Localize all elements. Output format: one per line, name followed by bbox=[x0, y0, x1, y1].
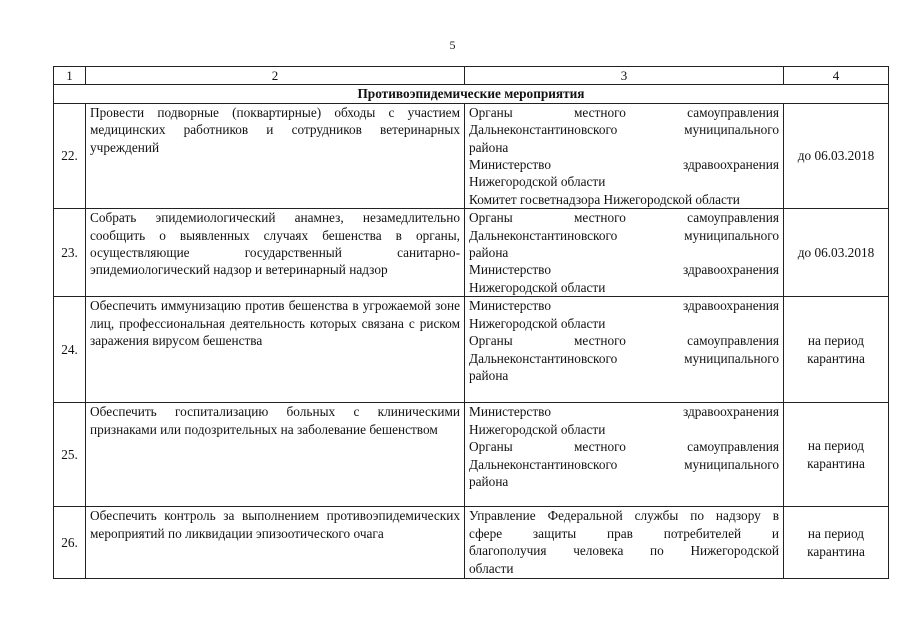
executor-line: сфере защиты прав потребителей и bbox=[469, 525, 779, 541]
action-cell: Собрать эпидемиологический анамнез, незамедлительно сообщить о выявленных случаях бешенства в органы, осуществляющие государственный санитарно-эпидемиологический надзор и ветеринарный надзор bbox=[86, 209, 465, 297]
page-number: 5 bbox=[449, 38, 456, 52]
table-row bbox=[54, 403, 889, 507]
row-number: 26. bbox=[54, 507, 86, 579]
row-number: 25. bbox=[54, 403, 86, 507]
executor-line: Министерство здравоохранения bbox=[469, 262, 779, 278]
executor-line: Управление Федеральной службы по надзору в bbox=[469, 508, 779, 524]
column-number-row bbox=[54, 67, 889, 85]
row-number: 24. bbox=[54, 297, 86, 403]
executor-line: Органы местного самоуправления bbox=[469, 333, 779, 349]
deadline-cell: до 06.03.2018 bbox=[784, 103, 889, 208]
column-number: 1 bbox=[54, 67, 86, 85]
deadline-cell: до 06.03.2018 bbox=[784, 209, 889, 297]
deadline-cell: на период карантина bbox=[784, 297, 889, 403]
executor-cell bbox=[465, 103, 784, 208]
column-number: 2 bbox=[86, 67, 465, 85]
executor-line: района bbox=[469, 139, 509, 155]
executor-line: Дальнеконстантиновского муниципального bbox=[469, 456, 779, 472]
action-cell: Провести подворные (поквартирные) обходы с участием медицинских работников и сотрудников ветеринарных учреждений bbox=[86, 103, 465, 208]
executor-line: Дальнеконстантиновского муниципального bbox=[469, 350, 779, 366]
executor-line: района bbox=[469, 367, 509, 383]
executor-line: Министерство здравоохранения bbox=[469, 298, 779, 314]
executor-line: Министерство здравоохранения bbox=[469, 404, 779, 420]
executor-line: Органы местного самоуправления bbox=[469, 210, 779, 226]
section-title: Противоэпидемические мероприятия bbox=[54, 85, 889, 103]
executor-line: Нижегородской области bbox=[469, 421, 606, 437]
executor-line: Нижегородской области bbox=[469, 315, 606, 331]
executor-cell bbox=[465, 209, 784, 297]
column-number: 3 bbox=[465, 67, 784, 85]
executor-line: Нижегородской области bbox=[469, 174, 606, 190]
table-row bbox=[54, 507, 889, 579]
section-row bbox=[54, 85, 889, 103]
executor-cell bbox=[465, 297, 784, 403]
executor-cell bbox=[465, 403, 784, 507]
executor-cell bbox=[465, 507, 784, 579]
row-number: 23. bbox=[54, 209, 86, 297]
executor-line: Органы местного самоуправления bbox=[469, 439, 779, 455]
executor-line: Органы местного самоуправления bbox=[469, 104, 779, 120]
deadline-cell: на период карантина bbox=[784, 403, 889, 507]
action-cell: Обеспечить госпитализацию больных с клиническими признаками или подозрительных на заболевание бешенством bbox=[86, 403, 465, 507]
executor-line: Дальнеконстантиновского муниципального bbox=[469, 122, 779, 138]
action-cell: Обеспечить иммунизацию против бешенства в угрожаемой зоне лиц, профессиональная деятельность которых связана с риском заражения вирусом бешенства bbox=[86, 297, 465, 403]
table-row bbox=[54, 103, 889, 208]
deadline-cell: на период карантина bbox=[784, 507, 889, 579]
measures-table bbox=[53, 66, 889, 579]
table-row bbox=[54, 209, 889, 297]
executor-line: области bbox=[469, 560, 514, 576]
executor-line: района bbox=[469, 245, 509, 261]
executor-line: Министерство здравоохранения bbox=[469, 157, 779, 173]
action-cell: Обеспечить контроль за выполнением противоэпидемических мероприятий по ликвидации эпизоотического очага bbox=[86, 507, 465, 579]
column-number: 4 bbox=[784, 67, 889, 85]
row-number: 22. bbox=[54, 103, 86, 208]
executor-line: Нижегородской области bbox=[469, 279, 606, 295]
executor-line: благополучия человека по Нижегородской bbox=[469, 543, 779, 559]
executor-line: Комитет госветнадзора Нижегородской области bbox=[469, 191, 740, 207]
table-row bbox=[54, 297, 889, 403]
executor-line: Дальнеконстантиновского муниципального bbox=[469, 227, 779, 243]
executor-line: района bbox=[469, 473, 509, 489]
